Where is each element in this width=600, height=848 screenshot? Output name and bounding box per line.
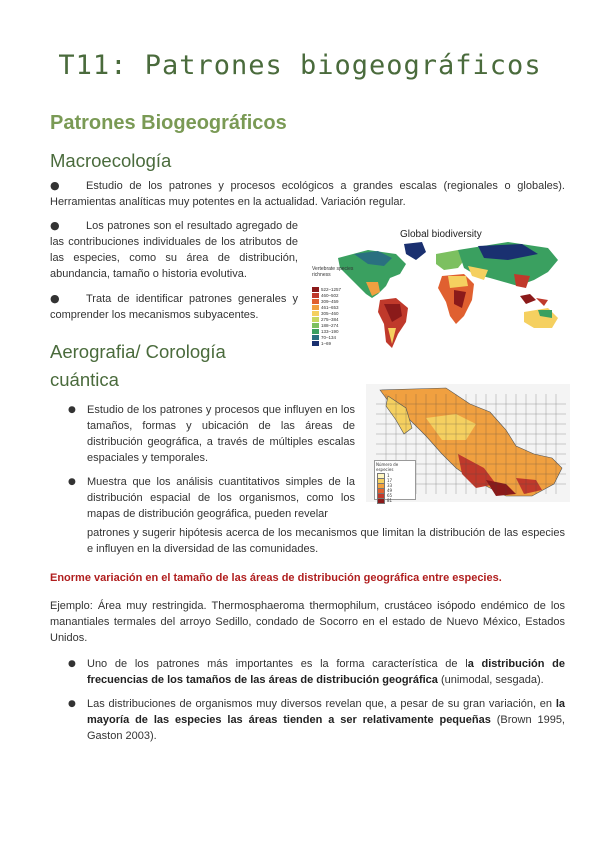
bullet-icon: ● [50, 292, 60, 305]
mx-legend-label: 81 [387, 498, 393, 503]
pattern-2-bold: la mayoría de las especies las áreas tienden a ser relativamente pequeñas [87, 698, 565, 726]
legend-swatch [312, 293, 319, 298]
mx-legend-swatch [377, 498, 385, 504]
bullet-icon: ● [68, 699, 76, 709]
legend-label: 188–274 [321, 322, 339, 328]
legend-entry [312, 310, 341, 316]
heading-aerografia-line1: Aerografia/ Corología [50, 341, 226, 362]
world-legend-title: Vertebrate species richness [312, 266, 354, 278]
legend-label: 305–460 [321, 310, 339, 316]
macro-bullet-3: Trata de identificar patrones generales y comprender los mecanismos subyacentes. [50, 293, 298, 321]
legend-swatch [312, 335, 319, 340]
bullet-icon: ● [50, 219, 60, 232]
mx-legend-label: 33 [387, 483, 393, 488]
map-title: Global biodiversity [400, 229, 482, 240]
legend-entry [312, 292, 341, 298]
legend-swatch [312, 311, 319, 316]
pattern-bullet-1 [87, 656, 565, 688]
legend-swatch [312, 341, 319, 346]
aero-bullet-1: Estudio de los patrones y procesos que influyen en los tamaños, formas y ubicación de las áreas de distribución geográfica, a través de múltiples escalas espaciales y temporales. [87, 404, 355, 464]
pattern-1-bold: a distribución de frecuencias de los tamaños de las áreas de distribución geográfica [87, 658, 565, 686]
pattern-2-tail: (Brown 1995, Gaston 2003). [87, 714, 565, 742]
example-paragraph: Ejemplo: Área muy restringida. Thermosphaeroma thermophilum, crustáceo isópodo endémico de los manantiales termales del arroyo Sedillo, condado de Socorro en el estado de Nuevo México, Estados Unidos. [50, 600, 565, 644]
page-title: T11: Patrones biogeográficos [58, 50, 542, 81]
mx-legend-entry [377, 498, 415, 503]
legend-entry [312, 316, 341, 322]
legend-entry [312, 298, 341, 304]
mx-legend-label: 1 [387, 473, 390, 478]
pattern-bullet-2 [87, 696, 565, 744]
pattern-2-text: Las distribuciones de organismos muy diversos revelan que, a pesar de su gran variación, en [87, 698, 556, 710]
legend-swatch [312, 287, 319, 292]
world-legend [312, 286, 341, 346]
legend-swatch [312, 317, 319, 322]
legend-swatch [312, 323, 319, 328]
section-title: Patrones Biogeográficos [50, 112, 287, 134]
pattern-1-tail: (unimodal, sesgada). [437, 674, 544, 686]
mexico-legend-title: Número de especies [376, 462, 399, 472]
heading-macroecologia: Macroecología [50, 150, 172, 171]
legend-label: 275–384 [321, 316, 339, 322]
macro-bullet-2: Los patrones son el resultado agregado de las contribuciones individuales de los atributos de las especies, como su área de distribución, abundancia, tamaño o historia evolutiva. [50, 220, 298, 280]
aero-bullet-2a: Muestra que los análisis cuantitativos simples de la distribución espacial de los organismos, como los mapas de distribución geográfica, pueden revelar [87, 476, 355, 520]
bullet-icon: ● [68, 405, 76, 415]
legend-label: 460–502 [321, 292, 339, 298]
bullet-icon: ● [68, 477, 76, 487]
legend-label: 461–653 [321, 304, 339, 310]
mx-legend-label: 65 [387, 493, 393, 498]
legend-label: 70–134 [321, 334, 337, 340]
legend-label: 309–459 [321, 298, 339, 304]
highlight-statement: Enorme variación en el tamaño de las áreas de distribución geográfica entre especies. [50, 572, 502, 584]
legend-swatch [312, 305, 319, 310]
world-biodiversity-map [308, 224, 570, 354]
mx-legend-label: 17 [387, 478, 393, 483]
legend-label: 522–1257 [321, 286, 342, 292]
mx-legend-label: 49 [387, 488, 393, 493]
legend-label: 133–190 [321, 328, 339, 334]
bullet-icon: ● [50, 179, 60, 192]
legend-entry [312, 304, 341, 310]
heading-aerografia [50, 338, 226, 394]
legend-entry [312, 340, 341, 346]
mexico-species-map [366, 384, 570, 502]
legend-entry [312, 328, 341, 334]
legend-entry [312, 322, 341, 328]
aero-bullet-2b: patrones y sugerir hipótesis acerca de los mecanismos que limitan la distribución de las especies e influyen en la diversidad de las comunidades. [87, 527, 565, 555]
legend-swatch [312, 299, 319, 304]
legend-label: 1–69 [321, 340, 332, 346]
world-map-shapes [308, 224, 570, 354]
heading-aerografia-line2: cuántica [50, 369, 119, 390]
bullet-icon: ● [68, 659, 76, 669]
macro-bullet-1: Estudio de los patrones y procesos ecológicos a grandes escalas (regionales o globales). Herramientas analíticas muy potentes en la actualidad. Variación regular. [50, 180, 565, 208]
legend-entry [312, 286, 341, 292]
pattern-1-text: Uno de los patrones más importantes es la forma característica de l [87, 658, 468, 670]
mexico-legend [374, 460, 416, 503]
legend-swatch [312, 329, 319, 334]
